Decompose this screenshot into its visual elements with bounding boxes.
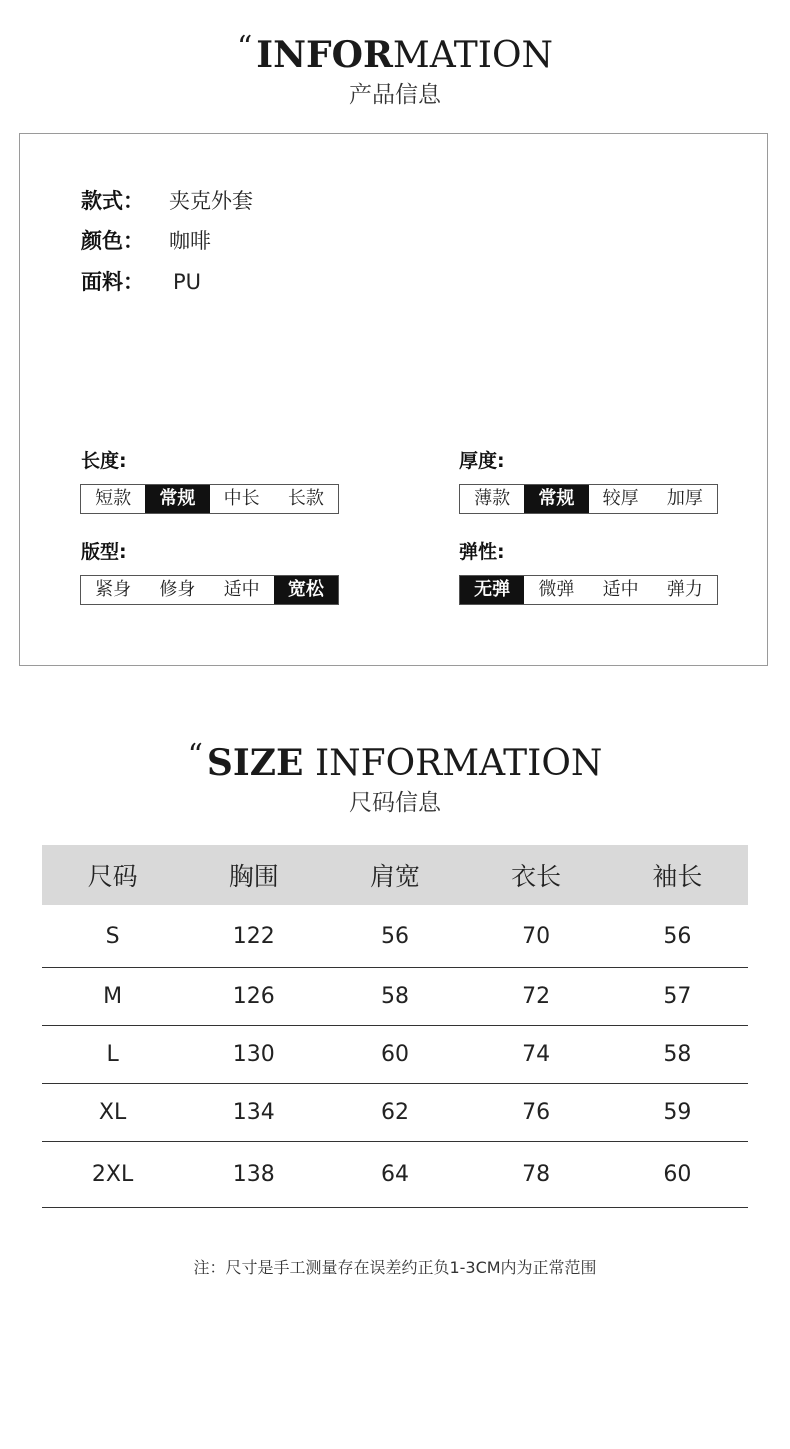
size-table-header <box>42 845 748 905</box>
table-cell: 134 <box>183 1084 324 1142</box>
table-cell: 130 <box>183 1026 324 1084</box>
elasticity-option: 微弹 <box>538 579 575 600</box>
fit-option: 宽松 <box>274 576 338 604</box>
length-option: 短款 <box>95 488 132 509</box>
table-cell: 78 <box>466 1142 607 1208</box>
table-row <box>42 1142 748 1208</box>
length-label: 长度: <box>81 450 127 472</box>
col-size: 尺码 <box>42 845 183 905</box>
size-table <box>42 845 748 1208</box>
fit-label: 版型: <box>81 541 127 563</box>
table-cell: 60 <box>607 1142 748 1208</box>
table-cell: 122 <box>183 905 324 968</box>
table-cell: 56 <box>324 905 465 968</box>
product-info-title: “ INFORMATION <box>236 30 554 76</box>
length-option: 中长 <box>223 488 260 509</box>
quote-mark-icon: “ <box>236 30 253 65</box>
length-option: 常规 <box>145 485 209 513</box>
table-cell: 58 <box>607 1026 748 1084</box>
quote-mark-icon: “ <box>187 738 203 773</box>
table-cell: 76 <box>466 1084 607 1142</box>
table-cell: S <box>42 905 183 968</box>
col-sleeve: 袖长 <box>607 845 748 905</box>
product-info-heading <box>0 26 790 110</box>
table-row <box>42 1026 748 1084</box>
product-info-subtitle: 产品信息 <box>349 82 441 108</box>
table-row <box>42 968 748 1026</box>
thickness-scale <box>459 484 718 514</box>
table-cell: 70 <box>466 905 607 968</box>
table-cell: 2XL <box>42 1142 183 1208</box>
table-cell: M <box>42 968 183 1026</box>
product-info-panel <box>19 133 768 666</box>
col-chest: 胸围 <box>183 845 324 905</box>
table-cell: 138 <box>183 1142 324 1208</box>
attr-style: 款式： 夹克外套 <box>81 189 253 213</box>
elasticity-option: 无弹 <box>460 576 524 604</box>
fit-option: 适中 <box>223 579 260 600</box>
table-row <box>42 1084 748 1142</box>
fit-scale <box>80 575 339 605</box>
attr-fabric: 面料： PU <box>81 270 202 294</box>
table-cell: L <box>42 1026 183 1084</box>
table-cell: 58 <box>324 968 465 1026</box>
elasticity-scale <box>459 575 718 605</box>
thickness-option: 加厚 <box>666 488 703 509</box>
elasticity-label: 弹性: <box>459 541 505 563</box>
table-cell: 64 <box>324 1142 465 1208</box>
table-cell: 62 <box>324 1084 465 1142</box>
thickness-option: 薄款 <box>474 488 511 509</box>
table-cell: 59 <box>607 1084 748 1142</box>
table-row <box>42 905 748 968</box>
thickness-option: 较厚 <box>602 488 639 509</box>
elasticity-option: 弹力 <box>666 579 703 600</box>
elasticity-option: 适中 <box>602 579 639 600</box>
table-cell: 74 <box>466 1026 607 1084</box>
col-length: 衣长 <box>466 845 607 905</box>
thickness-label: 厚度: <box>459 450 505 472</box>
size-info-heading <box>0 734 790 818</box>
size-info-title: “ SIZE INFORMATION <box>187 738 603 784</box>
thickness-option: 常规 <box>524 485 588 513</box>
col-shoulder: 肩宽 <box>324 845 465 905</box>
table-cell: 60 <box>324 1026 465 1084</box>
length-option: 长款 <box>287 488 324 509</box>
length-scale <box>80 484 339 514</box>
measurement-note: 注：尺寸是手工测量存在误差约正负1-3CM内为正常范围 <box>193 1258 597 1277</box>
fit-option: 紧身 <box>95 579 132 600</box>
attr-color: 颜色： 咖啡 <box>81 229 211 253</box>
table-cell: 126 <box>183 968 324 1026</box>
table-cell: 56 <box>607 905 748 968</box>
table-cell: 72 <box>466 968 607 1026</box>
table-cell: 57 <box>607 968 748 1026</box>
table-cell: XL <box>42 1084 183 1142</box>
fit-option: 修身 <box>159 579 196 600</box>
size-info-subtitle: 尺码信息 <box>349 790 441 816</box>
